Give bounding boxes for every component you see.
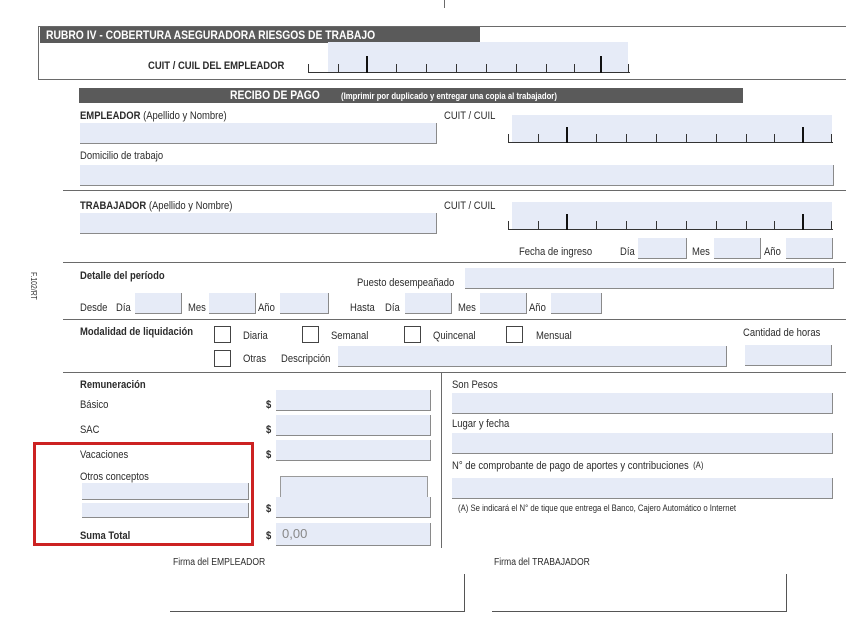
firma-trabajador-label: Firma del TRABAJADOR [494,557,590,568]
desde-mes-input[interactable] [209,293,256,314]
otros-value-2-input[interactable] [276,497,431,518]
cantidad-horas-input[interactable] [745,345,832,366]
suma-total-input[interactable] [276,523,431,546]
rule-after-periodo [63,319,846,320]
suma-total-currency: $ [266,530,272,542]
vacaciones-input[interactable] [276,440,431,461]
rule-after-cuit [38,79,846,80]
ingreso-dia-input[interactable] [638,238,687,259]
lugar-fecha-input[interactable] [452,433,833,454]
rubro-header-text: RUBRO IV - COBERTURA ASEGURADORA RIESGOS DE TRABAJO [46,28,376,42]
remuneracion-title: Remuneración [80,379,146,391]
option-semanal: Semanal [331,330,369,342]
domicilio-label: Domicilio de trabajo [80,150,164,162]
otros-currency: $ [266,503,272,515]
comprobante-label: N° de comprobante de pago de aportes y contribuciones $^{(A)}$ [452,460,704,472]
empleador-cuit-label: CUIT / CUIL [444,110,496,122]
basico-currency: $ [266,399,272,411]
empleador-label: EMPLEADOR (Apellido y Nombre) [80,110,227,122]
top-tick [444,0,445,8]
puesto-label: Puesto desempeañado [357,277,455,289]
vacaciones-label: Vacaciones [80,449,129,461]
ingreso-anio-label: Año [764,246,781,258]
recibo-subtitle: (Imprimir por duplicado y entregar una copia al trabajador) [341,91,558,101]
ingreso-mes-input[interactable] [714,238,761,259]
suma-total-value: 0,00 [282,526,308,541]
checkbox-diaria[interactable] [214,326,231,343]
sac-label: SAC [80,424,100,436]
recibo-title: RECIBO DE PAGO [229,88,320,102]
descripcion-label: Descripción [281,353,331,365]
highlight-box [33,442,254,546]
mid-divider [441,372,442,548]
hasta-dia-label: Día [385,302,400,314]
trabajador-name-input[interactable] [80,213,437,234]
sac-input[interactable] [276,415,431,436]
son-pesos-input[interactable] [452,393,833,414]
desde-label: Desde [80,302,108,314]
periodo-title: Detalle del período [80,270,165,282]
rule-after-trabajador [63,262,846,263]
rubro-header [40,27,480,43]
lugar-fecha-label: Lugar y fecha [452,418,510,430]
puesto-input[interactable] [465,268,834,289]
hasta-anio-input[interactable] [551,293,602,314]
desde-anio-input[interactable] [280,293,329,314]
cuit-empleador-label: CUIT / CUIL DEL EMPLEADOR [148,60,285,72]
hasta-mes-input[interactable] [480,293,527,314]
option-mensual: Mensual [536,330,572,342]
son-pesos-label: Son Pesos [452,379,498,391]
checkbox-quincenal[interactable] [404,326,421,343]
ingreso-mes-label: Mes [692,246,710,258]
checkbox-otras[interactable] [214,350,231,367]
descripcion-input[interactable] [338,346,727,367]
cuit-empleador-field[interactable] [308,42,630,74]
domicilio-input[interactable] [80,165,834,186]
otros-value-1-input[interactable] [280,476,428,498]
basico-input[interactable] [276,390,431,411]
hasta-mes-label: Mes [458,302,476,314]
desde-mes-label: Mes [188,302,206,314]
otros-conceptos-label: Otros conceptos [80,471,149,483]
desde-anio-label: Año [258,302,275,314]
hasta-label: Hasta [350,302,375,314]
vacaciones-currency: $ [266,449,272,461]
comprobante-input[interactable] [452,478,833,499]
hasta-dia-input[interactable] [405,293,452,314]
hasta-anio-label: Año [529,302,546,314]
trabajador-label: TRABAJADOR (Apellido y Nombre) [80,200,233,212]
fecha-ingreso-label: Fecha de ingreso [519,246,593,258]
desde-dia-input[interactable] [135,293,182,314]
cantidad-horas-label: Cantidad de horas [743,327,821,339]
comprobante-footnote: (A) Se indicará el N° de tique que entrega el Banco, Cajero Automático o Internet [458,503,737,513]
suma-total-label: Suma Total [80,530,131,542]
rule-after-empleador [63,190,846,191]
firma-trabajador-box[interactable] [492,574,787,612]
checkbox-mensual[interactable] [506,326,523,343]
empleador-cuit-field[interactable] [508,115,833,143]
option-otras: Otras [243,353,267,365]
desde-dia-label: Día [116,302,131,314]
modalidad-title: Modalidad de liquidación [80,326,194,338]
firma-empleador-box[interactable] [170,574,465,612]
basico-label: Básico [80,399,109,411]
empleador-name-input[interactable] [80,123,437,144]
ingreso-dia-label: Día [620,246,635,258]
rule-after-modalidad [63,372,846,373]
trabajador-cuit-field[interactable] [508,202,833,230]
ingreso-anio-input[interactable] [786,238,833,259]
sac-currency: $ [266,424,272,436]
checkbox-semanal[interactable] [302,326,319,343]
option-quincenal: Quincenal [433,330,476,342]
option-diaria: Diaria [243,330,268,342]
left-frame-line [38,26,39,79]
firma-empleador-label: Firma del EMPLEADOR [173,557,266,568]
trabajador-cuit-label: CUIT / CUIL [444,200,496,212]
recibo-header [79,88,743,103]
side-code: F.102/RT [29,272,38,300]
